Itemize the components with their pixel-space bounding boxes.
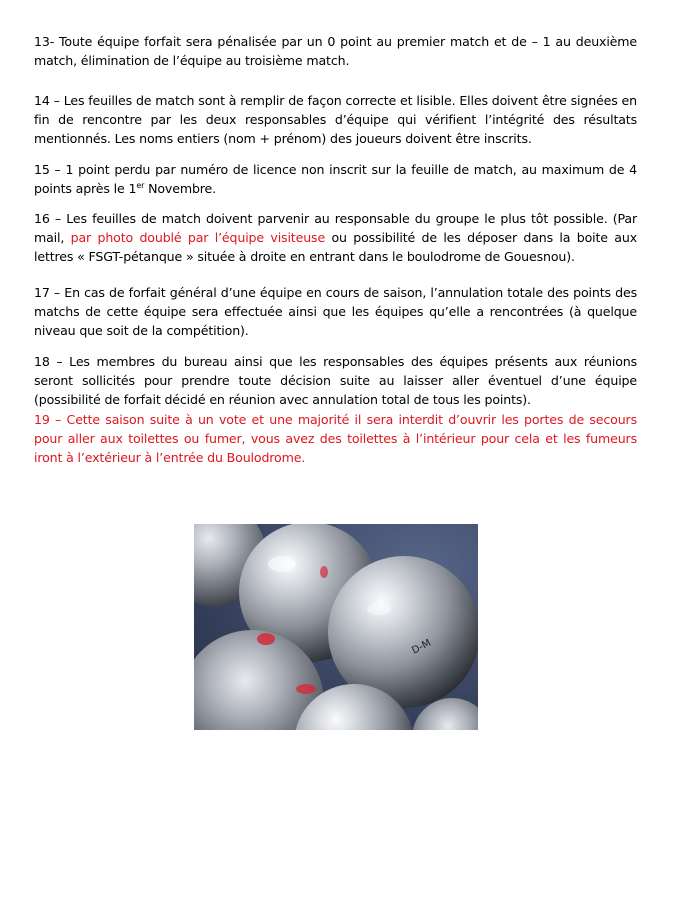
rule-15-superscript: er	[136, 180, 145, 190]
rule-14-text: 14 – Les feuilles de match sont à remplir de façon correcte et lisible. Elles doivent être signées en fin de rencontre par les deux responsables d’équipe qui vérifient l’intégrité des résultats mentionnés. Les noms entiers (nom + prénom) des joueurs doivent être inscrits.	[34, 93, 637, 146]
rule-18	[34, 352, 637, 409]
rule-16-highlight: par photo doublé par l’équipe visiteuse	[70, 230, 326, 245]
rule-17-text: 17 – En cas de forfait général d’une équipe en cours de saison, l’annulation totale des points des matchs de cette équipe sera effectuée ainsi que les équipes qu’elle a rencontrées (à quelque niveau que soit de la compétition).	[34, 285, 637, 338]
rule-14	[34, 91, 637, 148]
rule-19-prefix: 19 –	[34, 412, 67, 427]
rule-16-text: 16 – Les feuilles de match doivent parvenir au responsable du groupe le plus tôt possible. (Par mail,	[34, 211, 637, 245]
rule-13	[34, 32, 637, 70]
petanque-balls-photo	[194, 524, 478, 730]
ball-engraving: D-M	[410, 637, 434, 657]
rule-13-text: 13- Toute équipe forfait sera pénalisée par un 0 point au premier match et de – 1 au deuxième match, élimination de l’équipe au troisième match.	[34, 34, 637, 68]
rule-15	[34, 160, 637, 198]
rule-16-text-end: ou possibilité de les déposer dans la boite aux lettres « FSGT-pétanque » située à droite en entrant dans le boulodrome de Gouesnou).	[34, 230, 637, 264]
rule-19-highlight: Cette saison suite à un vote et une majorité il sera interdit d’ouvrir les portes de secours pour aller aux toilettes ou fumer, vous avez des toilettes à l’intérieur pour cela et les fumeurs iront à l’extérieur à l’entrée du Boulodrome.	[34, 412, 637, 465]
rule-18-text: 18 – Les membres du bureau ainsi que les responsables des équipes présents aux réunions seront sollicités pour prendre toute décision suite au laisser aller éventuel d’une équipe (possibilité de forfait décidé en réunion avec annulation total de tous les points).	[34, 354, 637, 407]
rule-19	[34, 410, 637, 467]
rule-16	[34, 209, 637, 266]
rule-15-text-end: Novembre.	[144, 181, 216, 196]
rule-17	[34, 283, 637, 340]
rule-15-text: 15 – 1 point perdu par numéro de licence non inscrit sur la feuille de match, au maximum de 4 points après le 1	[34, 162, 637, 196]
